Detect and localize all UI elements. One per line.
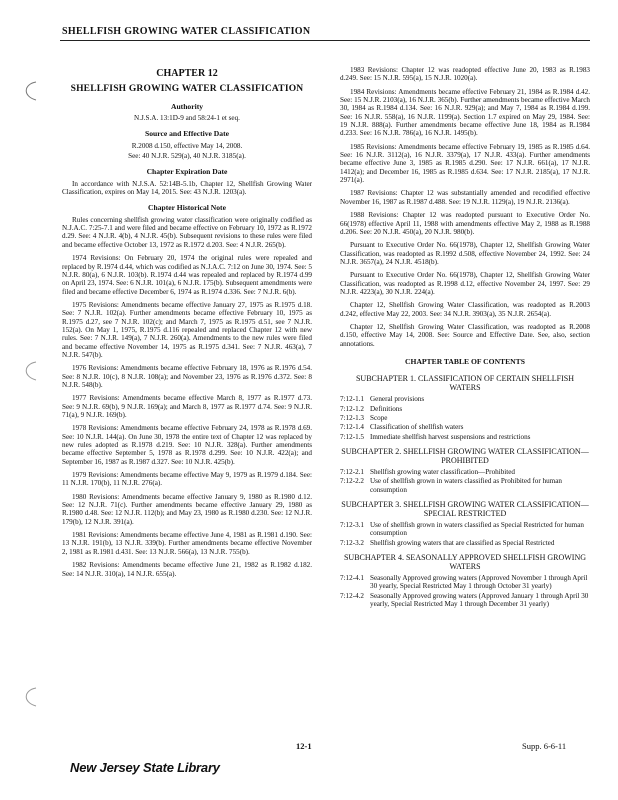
history-paragraph: 1980 Revisions: Amendments became effective January 9, 1980 as R.1980 d.12. See: 12 N.J.R. 71(c). Further amendments became effective January 29, 1980 as R.1980 d.48. See: 12 N.J.R. 112(b); and May 23, 1980 as R.1980 d.230. See: 12 N.J.R. 179(b), 12 N.J.R. 391(a). xyxy=(62,492,312,526)
history-paragraph: 1985 Revisions: Amendments became effective February 19, 1985 as R.1985 d.64. See: 16 N.J.R. 3112(a), 16 N.J.R. 3379(a), 17 N.J.R. 433(a). Further amendments became effective June 3, 1985 as R.1985 d.290. See: 17 N.J.R. 661(a), 17 N.J.R. 1412(a); and December 16, 1985 as R.1985 d.634. See: 17 N.J.R. 2185(a), 17 N.J.R. 2971(a). xyxy=(340,142,590,185)
toc-entry xyxy=(340,395,590,403)
expiration-heading: Chapter Expiration Date xyxy=(146,167,228,177)
toc-entry xyxy=(340,414,590,422)
toc-entry xyxy=(340,539,590,547)
section-title: Seasonally Approved growing waters (Approved January 1 through April 30 yearly, Special Restricted May 1 through December 31 yearly) xyxy=(370,591,589,609)
section-number: 7:12-4.1 xyxy=(340,574,364,583)
section-title: Scope xyxy=(370,414,388,422)
section-number: 7:12-2.1 xyxy=(340,468,364,477)
toc-entry xyxy=(340,477,590,494)
history-paragraph: 1987 Revisions: Chapter 12 was substantially amended and recodified effective November 16, 1987 as R.1987 d.488. See: 19 N.J.R. 1129(a), 19 N.J.R. 2136(a). xyxy=(340,189,590,206)
authority-text: N.J.S.A. 13:1D-9 and 58:24-1 et seq. xyxy=(134,114,240,123)
section-title: Use of shellfish grown in waters classified as Prohibited for human consumption xyxy=(370,477,562,494)
history-paragraph: 1984 Revisions: Amendments became effective February 21, 1984 as R.1984 d.42. See: 15 N.J.R. 2103(a), 16 N.J.R. 365(b). Further amendments became effective March 30, 1984 as R.1984 d.134. See: 16 N.J.R. 929(a); and May 7, 1984 as R.1984 d.199. See: 16 N.J.R. 558(a), 16 N.J.R. 1199(a). Section 1.7 expired on May 29, 1984. See: 19 N.J.R. 888(a). Further amendments became effective June 18, 1984 as R.1984 d.233. See: 16 N.J.R. 786(a), 16 N.J.R. 1495(b). xyxy=(340,87,590,138)
chapter-number: CHAPTER 12 xyxy=(156,68,218,79)
section-number: 7:12-1.1 xyxy=(340,395,364,404)
right-column xyxy=(340,66,590,609)
source-line: R.2008 d.150, effective May 14, 2008. xyxy=(131,141,243,150)
toc-entry xyxy=(340,574,590,591)
toc-subchapter xyxy=(340,447,590,494)
section-title: Immediate shellfish harvest suspensions and restrictions xyxy=(370,432,531,441)
history-paragraph: 1983 Revisions: Chapter 12 was readopted effective June 20, 1983 as R.1983 d.249. See: 15 N.J.R. 595(a), 15 N.J.R. 1020(a). xyxy=(340,66,590,83)
toc-entry xyxy=(340,405,590,413)
toc-entry xyxy=(340,521,590,538)
subchapter-title: SUBCHAPTER 2. SHELLFISH GROWING WATER CLASSIFICATION—PROHIBITED xyxy=(341,447,589,466)
history-paragraph: 1981 Revisions: Amendments became effective June 4, 1981 as R.1981 d.190. See: 13 N.J.R. 191(b), 13 N.J.R. 339(b). Further amendments became effective November 2, 1981 as R.1981 d.431. See: 13 N.J.R. 566(a), 13 N.J.R. 755(b). xyxy=(62,531,312,556)
toc-subchapter xyxy=(340,553,590,608)
section-number: 7:12-1.3 xyxy=(340,414,364,422)
toc-entry xyxy=(340,468,590,476)
section-title: Seasonally Approved growing waters (Approved November 1 through April 30 yearly, Special Restricted May 1 through October 31 yearly) xyxy=(370,574,588,591)
section-number: 7:12-2.2 xyxy=(340,477,364,486)
section-number: 7:12-3.2 xyxy=(340,538,364,547)
page-number: 12-1 xyxy=(296,741,312,751)
section-title: Definitions xyxy=(370,404,403,413)
toc-heading: CHAPTER TABLE OF CONTENTS xyxy=(405,356,525,366)
library-stamp: New Jersey State Library xyxy=(70,760,220,775)
expiration-text: In accordance with N.J.S.A. 52:14B-5.1b, Chapter 12, Shellfish Growing Water Classification, expires on May 14, 2015. See: 43 N.J.R. 1203(a). xyxy=(62,179,312,197)
toc-entry xyxy=(340,423,590,431)
section-title: Use of shellfish grown in waters classified as Special Restricted for human consumption xyxy=(370,521,584,538)
subchapter-title: SUBCHAPTER 1. CLASSIFICATION OF CERTAIN SHELLFISH WATERS xyxy=(355,374,574,393)
authority-heading: Authority xyxy=(170,101,204,111)
history-paragraph: Chapter 12, Shellfish Growing Water Classification, was readopted as R.2003 d.242, effective May 22, 2003. See: 34 N.J.R. 3903(a), 35 N.J.R. 2654(a). xyxy=(340,301,590,318)
section-number: 7:12-1.2 xyxy=(340,404,364,413)
history-heading: Chapter Historical Note xyxy=(148,203,226,213)
punch-hole-mark xyxy=(18,80,40,102)
history-paragraph: 1979 Revisions: Amendments became effective May 9, 1979 as R.1979 d.184. See: 11 N.J.R. 170(b), 11 N.J.R. 276(a). xyxy=(62,471,312,488)
supplement-date: Supp. 6-6-11 xyxy=(522,741,567,751)
history-paragraph: 1988 Revisions: Chapter 12 was readopted pursuant to Executive Order No. 66(1978) effective April 11, 1988 with amendments effective May 2, 1988 as R.1988 d.206. See: 20 N.J.R. 450(a), 20 N.J.R. 980(b). xyxy=(340,211,590,236)
toc-entry xyxy=(340,592,590,609)
source-line: See: 40 N.J.R. 529(a), 40 N.J.R. 3185(a). xyxy=(128,152,246,161)
toc-subchapter xyxy=(340,500,590,547)
history-paragraph: 1978 Revisions: Amendments became effective February 24, 1978 as R.1978 d.69. See: 10 N.J.R. 144(a). On June 30, 1978 the entire text of Chapter 12 was replaced by new rules adopted as R.1978 d.219. See: 10 N.J.R. 328(a). Further amendments became effective September 5, 1978 as R.1978 d.299. See: 10 N.J.R. 422(a); and September 16, 1987 as R.1987 d.327. See: 10 N.J.R. 425(b). xyxy=(62,424,312,466)
history-paragraph: Rules concerning shellfish growing water classification were originally codified as N.J.A.C. 7:25-7.1 and were filed and became effective on February 10, 1972 as R.1972 d.29. See: 4 N.J.R. 4(b), 4 N.J.R. 45(b). Subsequent revisions to these rules were filed and became effective October 13, 1972 as R.1972 d.203. See: 4 N.J.R. 265(b). xyxy=(62,215,312,249)
section-title: Classification of shellfish waters xyxy=(370,423,464,432)
subchapter-title: SUBCHAPTER 4. SEASONALLY APPROVED SHELLFISH GROWING WATERS xyxy=(343,553,587,572)
toc-entry xyxy=(340,433,590,441)
history-paragraph: Chapter 12, Shellfish Growing Water Classification, was readopted as R.2008 d.150, effective May 14, 2008. See: Source and Effective Date. See, also, section annotations. xyxy=(340,322,590,348)
punch-hole-mark xyxy=(18,686,40,708)
section-number: 7:12-4.2 xyxy=(340,591,364,600)
source-heading: Source and Effective Date xyxy=(144,129,229,139)
running-head: SHELLFISH GROWING WATER CLASSIFICATION xyxy=(62,26,311,37)
history-paragraph: Pursuant to Executive Order No. 66(1978), Chapter 12, Shellfish Growing Water Classification, was readopted as R.1998 d.12, effective November 24, 1997. See: 29 N.J.R. 4223(a), 30 N.J.R. 224(a). xyxy=(340,271,590,296)
punch-hole-mark xyxy=(18,360,40,382)
header-rule xyxy=(60,40,590,41)
section-title: Shellfish growing waters that are classified as Special Restricted xyxy=(370,538,555,547)
history-paragraph: Pursuant to Executive Order No. 66(1978), Chapter 12, Shellfish Growing Water Classification, was readopted as R.1992 d.508, effective November 24, 1992. See: 24 N.J.R. 3657(a), 24 N.J.R. 4518(b). xyxy=(340,241,590,266)
history-paragraph: 1976 Revisions: Amendments became effective February 18, 1976 as R.1976 d.54. See: 8 N.J.R. 10(c), 8 N.J.R. 108(a); and November 23, 1976 as R.1976 d.372. See: 8 N.J.R. 548(b). xyxy=(62,364,312,389)
left-column xyxy=(62,70,312,583)
section-number: 7:12-1.4 xyxy=(340,423,364,432)
history-paragraph: 1975 Revisions: Amendments became effective January 27, 1975 as R.1975 d.18. See: 7 N.J.R. 102(a). Further amendments became effective February 10, 1975 as R.1975 d.27, see 7 N.J.R. 102(c); and March 7, 1975 as R.1975 d.51, see 7 N.J.R. 152(a). On May 1, 1975, R.1975 d.116 repealed and replaced Chapter 12 with new rules. See: 7 N.J.R. 149(a), 7 N.J.R. 260(a). Amendments to the new rules were filed and became effective November 14, 1975 as R.1975 d.341. See: 7 N.J.R. 463(a), 7 N.J.R. 547(b). xyxy=(62,300,312,359)
toc-subchapter xyxy=(340,374,590,441)
section-title: Shellfish growing water classification—Prohibited xyxy=(370,468,515,477)
history-paragraph: 1974 Revisions: On February 20, 1974 the original rules were repealed and replaced by R.1974 d.44, which was codified as N.J.A.C. 7:12 on June 30, 1974. See: 5 N.J.R. 80(a), 6 N.J.R. 103(b). R.1974 d.44 was repealed and replaced by R.1974 d.99 on April 23, 1974. See: 6 N.J.R. 101(a), 6 N.J.R. 175(b). Subsequent amendments were filed and became effective December 6, 1974 as R.1974 d.336. See: 7 N.J.R. 6(b). xyxy=(62,254,312,296)
history-paragraph: 1977 Revisions: Amendments became effective March 8, 1977 as R.1977 d.73. See: 9 N.J.R. 69(b), 9 N.J.R. 169(a); and March 8, 1977 as R.1977 d.74. See: 9 N.J.R. 71(a), 9 N.J.R. 169(b). xyxy=(62,394,312,419)
subchapter-title: SUBCHAPTER 3. SHELLFISH GROWING WATER CLASSIFICATION—SPECIAL RESTRICTED xyxy=(341,500,589,519)
section-number: 7:12-3.1 xyxy=(340,521,364,530)
chapter-title: SHELLFISH GROWING WATER CLASSIFICATION xyxy=(70,84,304,95)
history-paragraph: 1982 Revisions: Amendments became effective June 21, 1982 as R.1982 d.182. See: 14 N.J.R. 310(a), 14 N.J.R. 655(a). xyxy=(62,561,312,578)
section-title: General provisions xyxy=(370,395,425,404)
section-number: 7:12-1.5 xyxy=(340,432,364,441)
